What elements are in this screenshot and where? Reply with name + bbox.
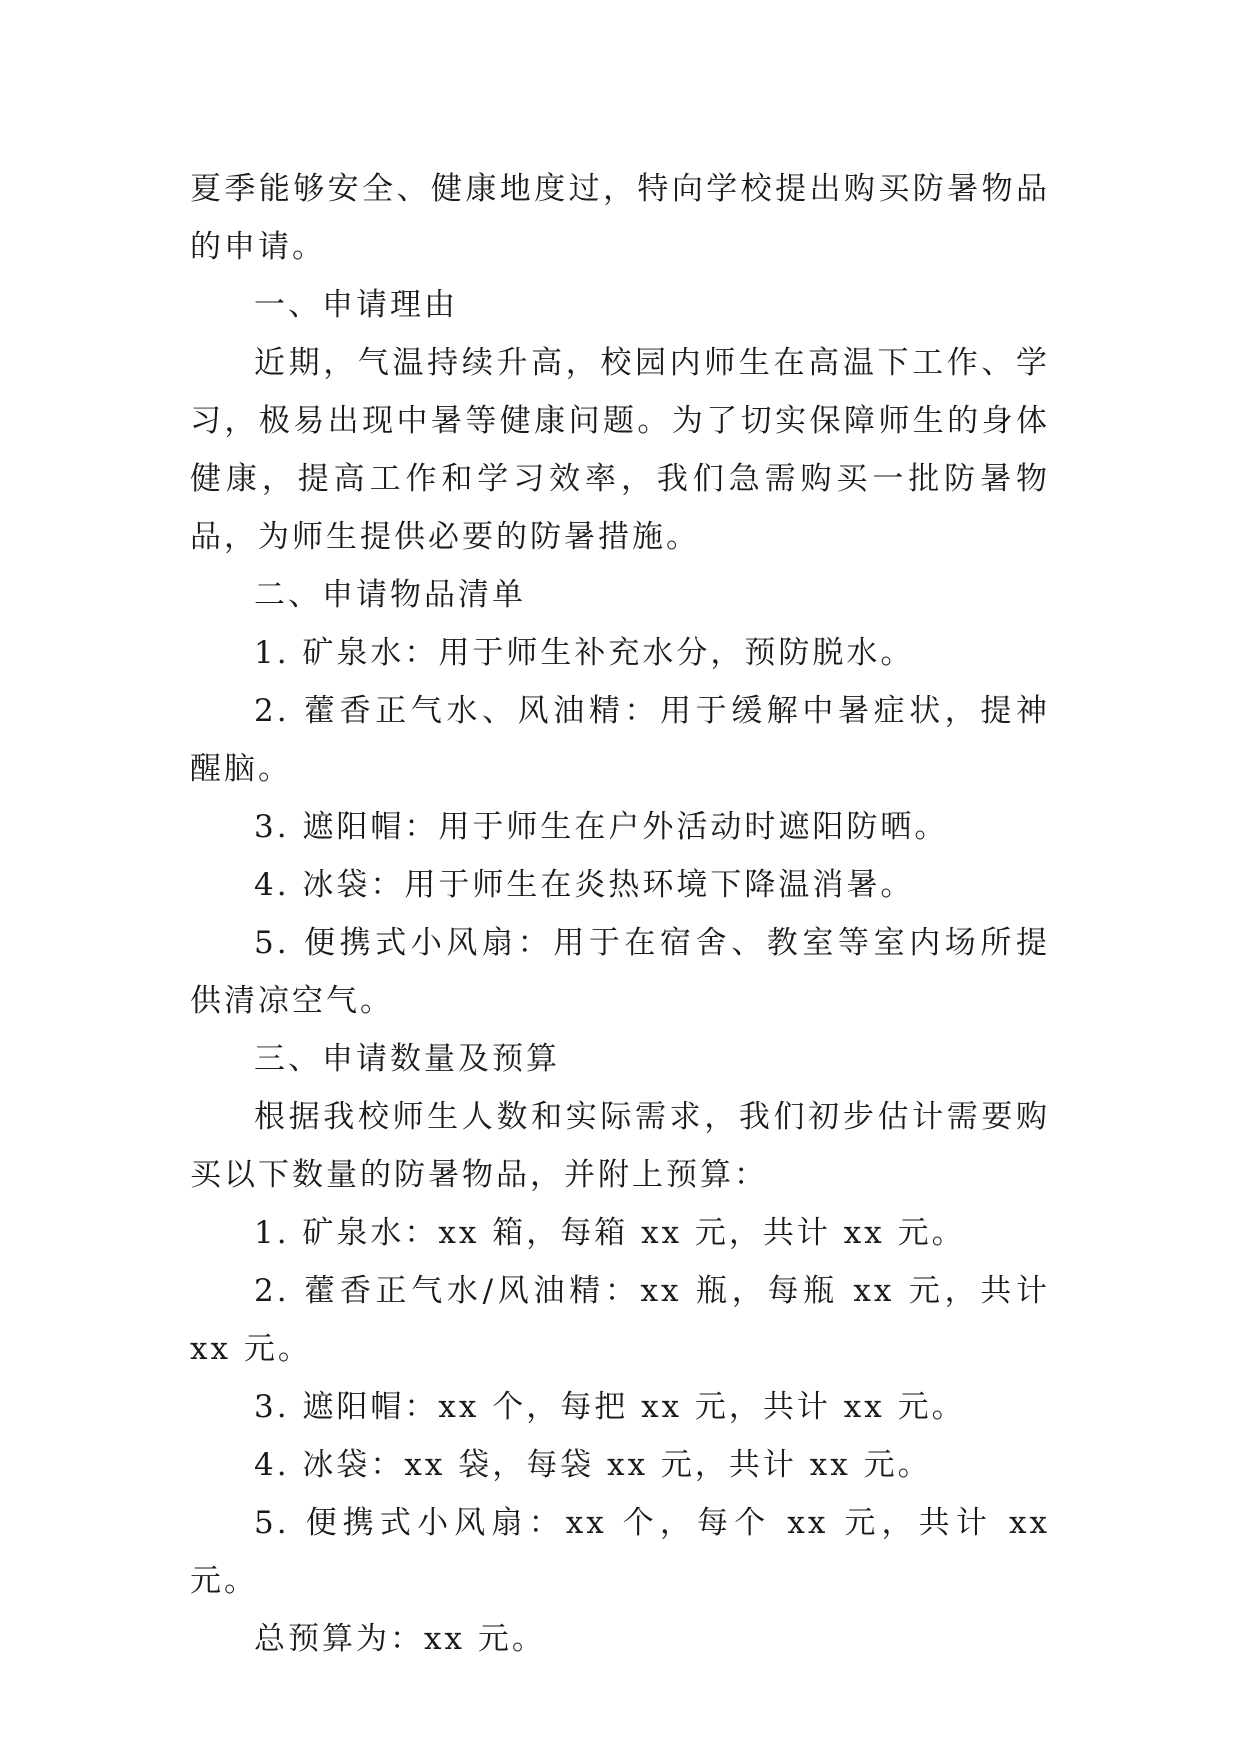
paragraph-budget-intro: 根据我校师生人数和实际需求，我们初步估计需要购买以下数量的防暑物品，并附上预算： [190,1099,1050,1193]
paragraph-reason: 近期，气温持续升高，校园内师生在高温下工作、学习，极易出现中暑等健康问题。为了切实保障师生的身体健康，提高工作和学习效率，我们急需购买一批防暑物品，为师生提供必要的防暑措施。 [190,345,1050,555]
heading-application-reason: 一、申请理由 [254,287,458,323]
budget-item-ice-pack: 4. 冰袋：xx 袋，每袋 xx 元，共计 xx 元。 [254,1447,932,1483]
list-item-mineral-water: 1. 矿泉水：用于师生补充水分，预防脱水。 [254,635,915,671]
budget-item-mineral-water: 1. 矿泉水：xx 箱，每箱 xx 元，共计 xx 元。 [254,1215,966,1251]
list-item-huoxiang-fengyoujing: 2. 藿香正气水、风油精：用于缓解中暑症状，提神醒脑。 [190,693,1050,787]
heading-item-list: 二、申请物品清单 [254,577,526,613]
budget-item-huoxiang-fengyoujing: 2. 藿香正气水/风油精：xx 瓶，每瓶 xx 元，共计 xx 元。 [190,1273,1050,1367]
budget-item-sun-hat: 3. 遮阳帽：xx 个，每把 xx 元，共计 xx 元。 [254,1389,966,1425]
heading-quantity-budget: 三、申请数量及预算 [254,1041,560,1077]
list-item-portable-fan: 5. 便携式小风扇：用于在宿舍、教室等室内场所提供清凉空气。 [190,925,1050,1019]
total-budget: 总预算为：xx 元。 [254,1621,546,1657]
paragraph-intro-continuation: 夏季能够安全、健康地度过，特向学校提出购买防暑物品的申请。 [190,171,1050,265]
list-item-ice-pack: 4. 冰袋：用于师生在炎热环境下降温消暑。 [254,867,915,903]
list-item-sun-hat: 3. 遮阳帽：用于师生在户外活动时遮阳防晒。 [254,809,949,845]
budget-item-portable-fan: 5. 便携式小风扇：xx 个，每个 xx 元，共计 xx 元。 [190,1505,1050,1599]
document-body [190,160,1050,1668]
